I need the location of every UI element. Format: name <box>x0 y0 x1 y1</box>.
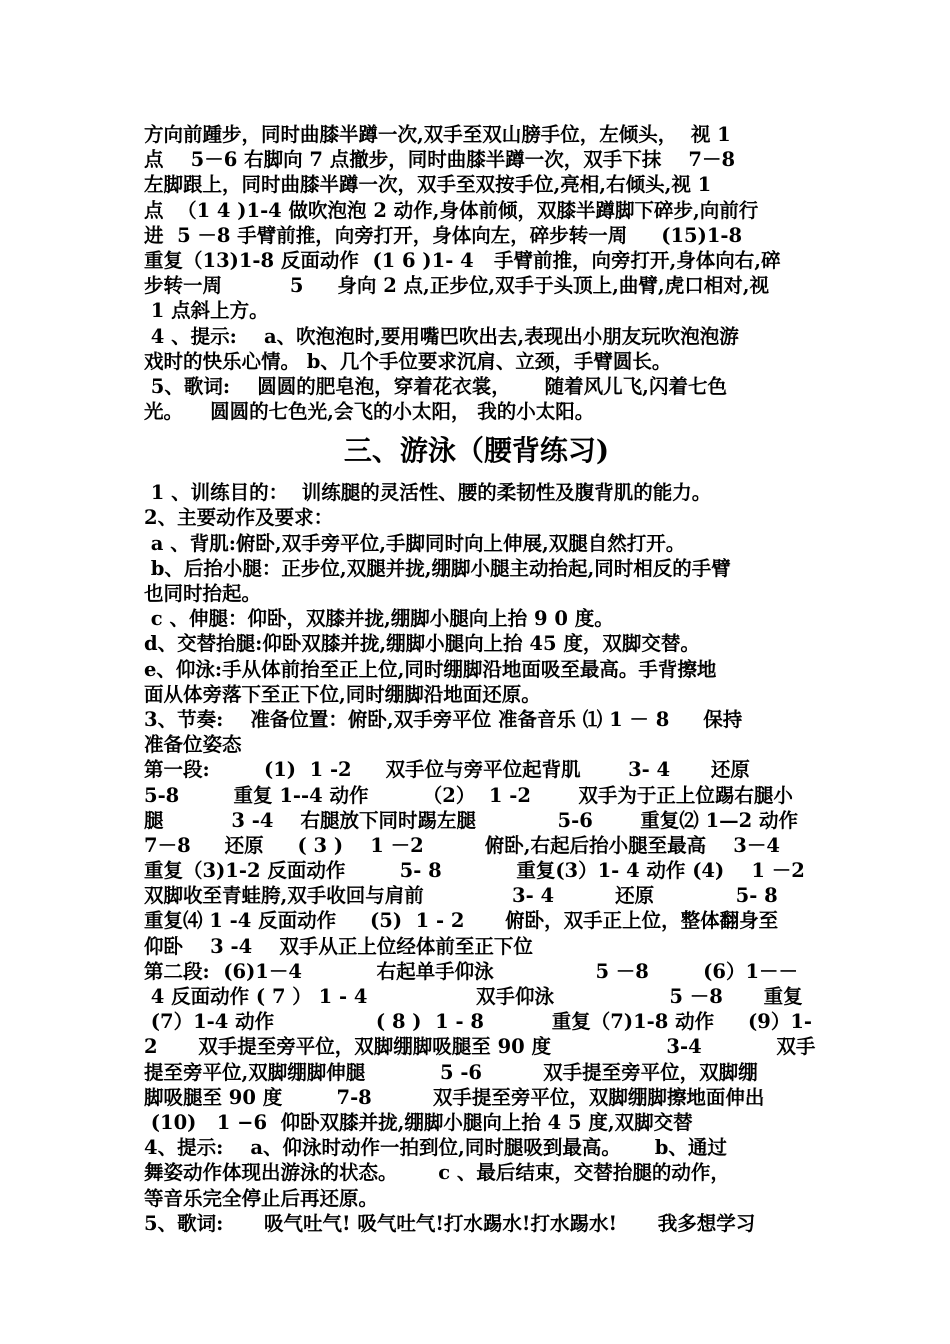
text-line: 光。 圆圆的七色光,会飞的小太阳， 我的小太阳。 <box>144 400 595 424</box>
text-line: 等音乐完全停止后再还原。 <box>144 1186 379 1210</box>
text-line: 5、歌词: 圆圆的肥皂泡，穿着花衣裳， 随着风儿飞,闪着七色 <box>144 374 727 398</box>
text-line: (10) 1 −6 仰卧双膝并拢,绷脚小腿向上抬 4 5 度,双脚交替 <box>144 1110 693 1134</box>
text-line: 双脚收至青蛙胯,双手收回与肩前 3- 4 还原 5- 8 <box>144 884 778 908</box>
text-line: d、交替抬腿:仰卧双膝并拢,绷脚小腿向上抬 45 度，双脚交替。 <box>144 632 700 656</box>
text-line: 戏时的快乐心情。 b、几个手位要求沉肩、立颈，手臂圆长。 <box>144 349 672 373</box>
text-line: 4 反面动作 ( 7 ） 1 - 4 双手仰泳 5 －8 重复 <box>144 985 803 1008</box>
text-line: 腿 3 -4 右腿放下同时踢左腿 5-6 重复⑵ 1—2 动作 <box>144 808 798 832</box>
text-line: 仰卧 3 -4 双手从正上位经体前至正下位 <box>144 934 533 958</box>
text-line: 进 5 －8 手臂前推，向旁打开，身体向左，碎步转一周 (15)1-8 <box>144 223 743 247</box>
text-line: b、后抬小腿：正步位,双腿并拢,绷脚小腿主动抬起,同时相反的手臂 <box>144 556 731 580</box>
text-line: 第二段: (6)1－4 右起单手仰泳 5 －8 (6）1－－ <box>144 959 799 983</box>
text-line: 面从体旁落下至正下位,同时绷脚沿地面还原。 <box>144 682 541 706</box>
document-page <box>144 122 816 1236</box>
text-line: 1 点斜上方。 <box>144 299 269 323</box>
text-line: 步转一周 5 身向 2 点,正步位,双手于头顶上,曲臂,虎口相对,视 <box>144 274 769 298</box>
text-line: 准备位姿态 <box>144 733 242 757</box>
text-line: 2、主要动作及要求： <box>144 506 334 530</box>
text-line: 4 、提示: a、吹泡泡时,要用嘴巴吹出去,表现出小朋友玩吹泡泡游 <box>144 324 739 348</box>
text-line: 3、节奏: 准备位置：俯卧,双手旁平位 准备音乐 ⑴ 1 － 8 保持 <box>144 707 743 731</box>
text-line: 脚吸腿至 90 度 7-8 双手提至旁平位，双脚绷脚擦地面伸出 <box>144 1085 765 1109</box>
text-line: c 、伸腿：仰卧，双膝并拢,绷脚小腿向上抬 9 0 度。 <box>144 607 614 631</box>
text-line: a 、背肌:俯卧,双手旁平位,手脚同时向上伸展,双腿自然打开。 <box>144 531 686 555</box>
text-line: 5、歌词: 吸气吐气! 吸气吐气!打水踢水!打水踢水! 我多想学习 <box>144 1211 756 1235</box>
text-line: 重复（3)1-2 反面动作 5- 8 重复(3）1- 4 动作 (4) 1 －2 <box>144 859 805 883</box>
continuation-block <box>144 122 809 424</box>
text-line: 左脚跟上，同时曲膝半蹲一次，双手至双按手位,亮相,右倾头,视 1 <box>144 173 712 197</box>
text-line: 舞姿动作体现出游泳的状态。 c 、最后结束，交替抬腿的动作， <box>144 1161 730 1185</box>
section-body <box>144 480 816 1236</box>
text-line: 1 、训练目的： 训练腿的灵活性、腰的柔韧性及腹背肌的能力。 <box>144 481 712 505</box>
text-line: 点 （1 4 )1-4 做吹泡泡 2 动作,身体前倾，双膝半蹲脚下碎步,向前行 <box>144 198 759 222</box>
text-line: e、仰泳:手从体前抬至正上位,同时绷脚沿地面吸至最高。手背擦地 <box>144 657 717 681</box>
text-line: 点 5－6 右脚向 7 点撤步，同时曲膝半蹲一次，双手下抹 7－8 <box>144 148 736 172</box>
text-line: 重复（13)1-8 反面动作 (1 6 )1- 4 手臂前推，向旁打开,身体向右,碎 <box>144 248 781 272</box>
text-line: (7）1-4 动作 ( 8 ) 1 - 8 重复（7)1-8 动作 (9）1- <box>144 1010 813 1034</box>
text-line: 5-8 重复 1--4 动作 （2） 1 -2 双手为于正上位踢右腿小 <box>144 783 793 807</box>
text-line: 7－8 还原 ( 3 ) 1 －2 俯卧,右起后抬小腿至最高 3－4 <box>144 833 780 857</box>
text-line: 提至旁平位,双脚绷脚伸腿 5 -6 双手提至旁平位，双脚绷 <box>144 1060 758 1084</box>
text-line: 2 双手提至旁平位，双脚绷脚吸腿至 90 度 3-4 双手 <box>144 1035 816 1059</box>
text-line: 重复⑷ 1 -4 反面动作 (5) 1 - 2 俯卧，双手正上位，整体翻身至 <box>144 909 779 933</box>
section-heading: 三、游泳（腰背练习) <box>343 434 610 468</box>
text-line: 也同时抬起。 <box>144 582 262 605</box>
text-line: 方向前踵步，同时曲膝半蹲一次,双手至双山膀手位，左倾头， 视 1 <box>144 123 731 146</box>
text-line: 第一段: (1) 1 -2 双手位与旁平位起背肌 3- 4 还原 <box>144 758 750 782</box>
text-line: 4、提示: a、仰泳时动作一拍到位,同时腿吸到最高。 b、通过 <box>144 1136 727 1160</box>
